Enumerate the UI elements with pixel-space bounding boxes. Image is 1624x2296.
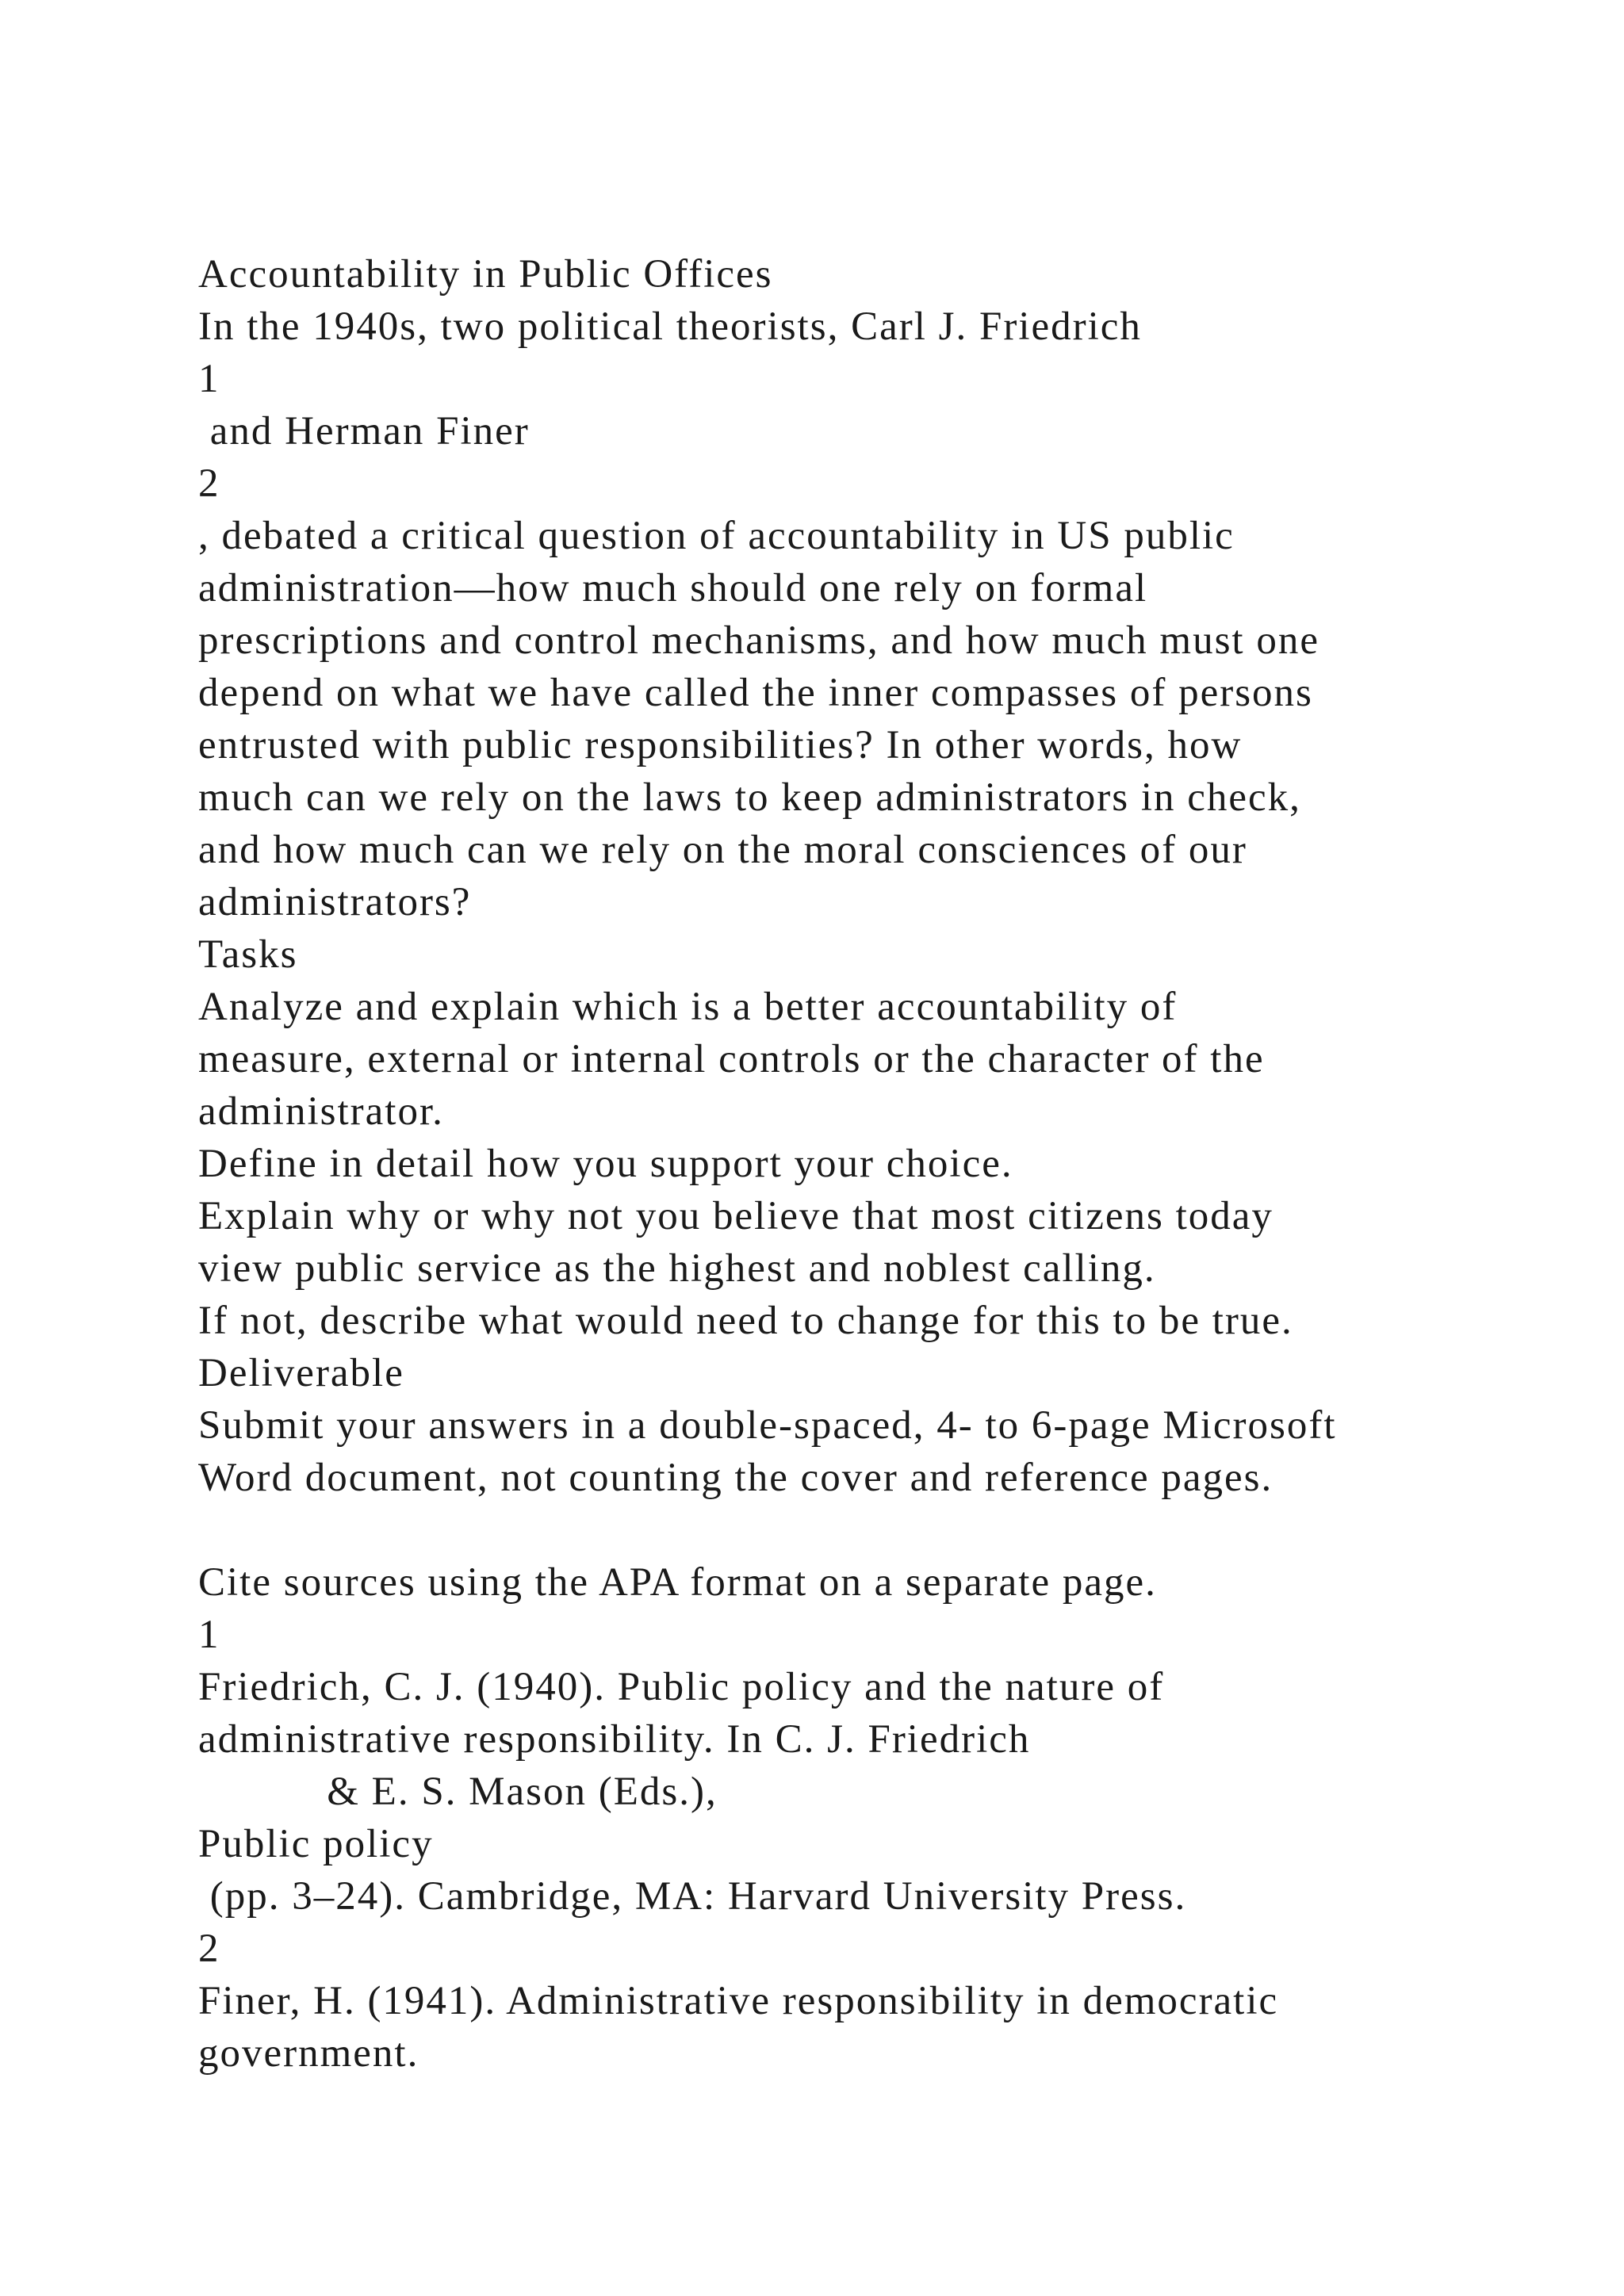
reference-line: government. [198,2031,419,2076]
deliverable-line: Submit your answers in a double-spaced, 4- to 6-page Microsoft [198,1403,1337,1448]
blank-line [198,1504,1594,1556]
intro-line: In the 1940s, two political theorists, Carl J. Friedrich [198,304,1142,349]
footnote-marker: 2 [198,461,220,506]
intro-line: and Herman Finer [198,409,530,453]
reference-line: Finer, H. (1941). Administrative responsibility in democratic [198,1979,1279,2023]
intro-line: and how much can we rely on the moral consciences of our [198,828,1247,872]
intro-line: prescriptions and control mechanisms, and how much must one [198,618,1320,663]
tasks-heading: Tasks [198,932,298,977]
deliverable-heading: Deliverable [198,1351,404,1395]
deliverable-line: Cite sources using the APA format on a separate page. [198,1560,1157,1605]
intro-line: , debated a critical question of accountability in US public [198,514,1235,558]
document-body [198,248,1594,2080]
document-title: Accountability in Public Offices [198,252,773,297]
task-line: If not, describe what would need to change for this to be true. [198,1299,1293,1343]
intro-line: administrators? [198,880,472,924]
footnote-marker: 1 [198,357,220,401]
reference-line: Friedrich, C. J. (1940). Public policy and the nature of [198,1665,1165,1709]
intro-line: depend on what we have called the inner compasses of persons [198,671,1313,715]
task-line: administrator. [198,1089,444,1134]
task-line: Define in detail how you support your choice. [198,1142,1013,1186]
task-line: measure, external or internal controls or the character of the [198,1037,1265,1081]
intro-line: entrusted with public responsibilities? In other words, how [198,723,1243,767]
reference-number: 2 [198,1927,220,1971]
reference-line: administrative responsibility. In C. J. Friedrich [198,1717,1031,1762]
deliverable-line: Word document, not counting the cover and reference pages. [198,1456,1274,1500]
reference-line: Public policy [198,1822,434,1866]
task-line: Analyze and explain which is a better accountability of [198,985,1178,1029]
reference-number: 1 [198,1613,220,1657]
reference-line: (pp. 3–24). Cambridge, MA: Harvard University Press. [198,1874,1187,1919]
task-line: Explain why or why not you believe that most citizens today [198,1194,1274,1238]
intro-line: much can we rely on the laws to keep administrators in check, [198,775,1301,820]
reference-line: & E. S. Mason (Eds.), [198,1770,718,1814]
intro-line: administration—how much should one rely on formal [198,566,1148,610]
task-line: view public service as the highest and noblest calling. [198,1246,1156,1291]
